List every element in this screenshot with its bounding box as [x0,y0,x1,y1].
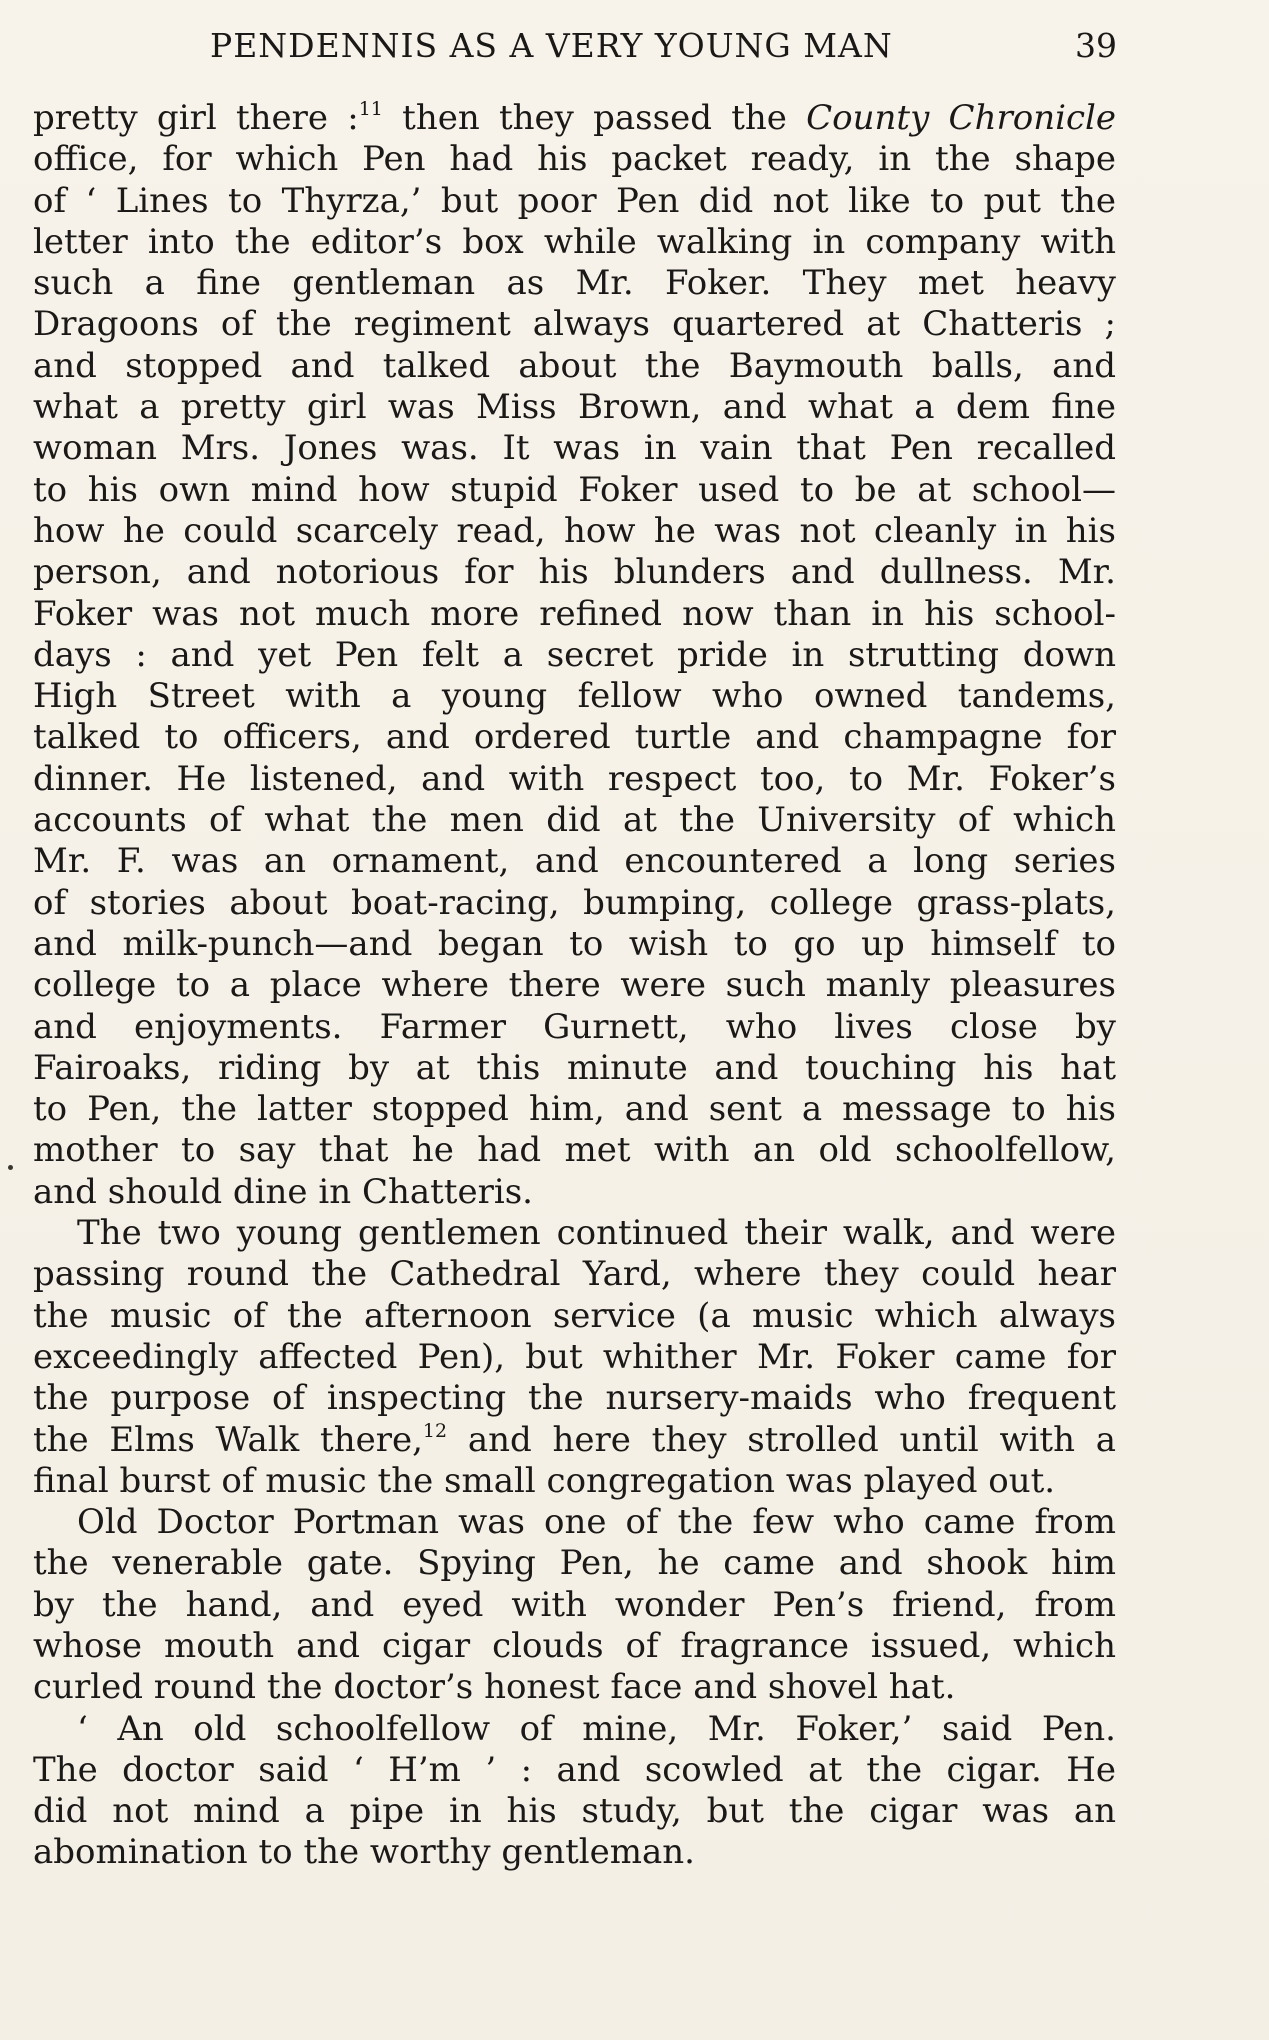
text-line [33,1254,1116,1295]
text-line [33,1667,1116,1708]
line-text: accounts of what the men did at the University of which [33,800,1116,841]
line-text: Mr. F. was an ornament, and encountered a long series [33,841,1116,882]
line-text: and should dine in Chatteris. [33,1171,533,1212]
margin-mark [8,1165,13,1170]
line-text: and enjoyments. Farmer Gurnett, who lives close by [33,1006,1116,1047]
text-line [33,304,1116,345]
text-line [33,552,1116,593]
line-text: The two young gentlemen continued their walk, and were [77,1213,1116,1254]
line-text: The doctor said ‘ H’m ’ : and scowled at the cigar. He [33,1749,1116,1790]
line-text: High Street with a young fellow who owned tandems, [33,676,1116,717]
text-line [33,1502,1116,1543]
text-line [33,1337,1116,1378]
text-line [33,1832,1116,1873]
text-line [33,676,1116,717]
text-line [33,511,1116,552]
text-line [33,1089,1116,1130]
text-line [33,1378,1116,1419]
line-text: the Elms Walk there, [33,1419,423,1460]
text-line [33,139,1116,180]
line-text: Foker was not much more refined now than in his school- [33,593,1116,634]
text-line [33,1791,1116,1832]
text-line [33,883,1116,924]
text-line [33,924,1116,965]
text-line [33,841,1116,882]
line-text-continued: and here they strolled until with a [447,1419,1116,1460]
line-text: letter into the editor’s box while walking in company with [33,221,1116,262]
text-line [33,1626,1116,1667]
text-line [33,98,1116,139]
text-line [33,470,1116,511]
text-line [33,181,1116,222]
line-text: talked to officers, and ordered turtle and champagne for [33,717,1116,758]
text-line [33,346,1116,387]
line-text: college to a place where there were such manly pleasures [33,965,1116,1006]
text-line [33,1296,1116,1337]
text-line [33,1750,1116,1791]
line-text: pretty girl there : [33,98,359,138]
text-line [33,759,1116,800]
page-header [0,22,1269,70]
line-text: such a fine gentleman as Mr. Foker. They met heavy [33,263,1116,304]
running-head: PENDENNIS AS A VERY YOUNG MAN [210,26,893,65]
text-line [33,965,1116,1006]
text-line [33,1709,1116,1750]
text-line [33,1007,1116,1048]
line-text: person, and notorious for his blunders and dullness. Mr. [33,552,1116,593]
line-text: woman Mrs. Jones was. It was in vain that Pen recalled [33,428,1116,469]
line-text: what a pretty girl was Miss Brown, and what a dem fine [33,387,1116,428]
line-text: of stories about boat-racing, bumping, college grass-plats, [33,882,1116,923]
line-text: how he could scarcely read, how he was not cleanly in his [33,510,1116,551]
text-line [33,222,1116,263]
page-number: 39 [1075,26,1117,65]
body-text [33,98,1116,1874]
line-text: final burst of music the small congregation was played out. [33,1460,1056,1501]
line-text: mother to say that he had met with an old schoolfellow, [33,1130,1116,1171]
line-text: did not mind a pipe in his study, but the cigar was an [33,1791,1116,1832]
line-text: curled round the doctor’s honest face and shovel hat. [33,1667,956,1708]
text-line [33,263,1116,304]
text-line [33,1543,1116,1584]
text-line [33,1420,1116,1461]
line-text: and milk-punch—and began to wish to go up himself to [33,923,1116,964]
line-text: to Pen, the latter stopped him, and sent a message to his [33,1089,1116,1130]
text-line [33,1130,1116,1171]
line-text: by the hand, and eyed with wonder Pen’s friend, from [33,1584,1116,1625]
text-line [33,1172,1116,1213]
text-line [33,800,1116,841]
line-text: exceedingly affected Pen), but whither Mr. Foker came for [33,1336,1116,1377]
line-text: of ‘ Lines to Thyrza,’ but poor Pen did not like to put the [33,180,1116,221]
text-line [33,635,1116,676]
line-text: office, for which Pen had his packet ready, in the shape [33,139,1116,180]
line-text: passing round the Cathedral Yard, where they could hear [33,1254,1116,1295]
line-text: Dragoons of the regiment always quartered at Chatteris ; [33,304,1116,345]
line-text: the purpose of inspecting the nursery-maids who frequent [33,1378,1116,1419]
line-text-continued: then they passed the [382,98,807,138]
text-line [33,428,1116,469]
italic-title: County Chronicle [806,98,1116,138]
text-line [33,1585,1116,1626]
line-text: the venerable gate. Spying Pen, he came and shook him [33,1543,1116,1584]
line-text: Old Doctor Portman was one of the few who came from [77,1502,1116,1543]
text-line [33,387,1116,428]
footnote-marker: 11 [358,98,383,120]
line-text: abomination to the worthy gentleman. [33,1832,695,1873]
line-text: whose mouth and cigar clouds of fragrance issued, which [33,1625,1116,1666]
text-line [33,594,1116,635]
line-text: to his own mind how stupid Foker used to be at school— [33,469,1116,510]
line-text: the music of the afternoon service (a music which always [33,1295,1116,1336]
text-line [33,1048,1116,1089]
line-text: and stopped and talked about the Baymouth balls, and [33,345,1116,386]
text-line [33,717,1116,758]
line-text: dinner. He listened, and with respect too, to Mr. Foker’s [33,758,1116,799]
line-text: ‘ An old schoolfellow of mine, Mr. Foker,’ said Pen. [77,1708,1116,1749]
text-line [33,1461,1116,1502]
line-text: days : and yet Pen felt a secret pride in strutting down [33,634,1116,675]
footnote-marker: 12 [422,1419,448,1442]
text-line [33,1213,1116,1254]
line-text: Fairoaks, riding by at this minute and touching his hat [33,1047,1116,1088]
